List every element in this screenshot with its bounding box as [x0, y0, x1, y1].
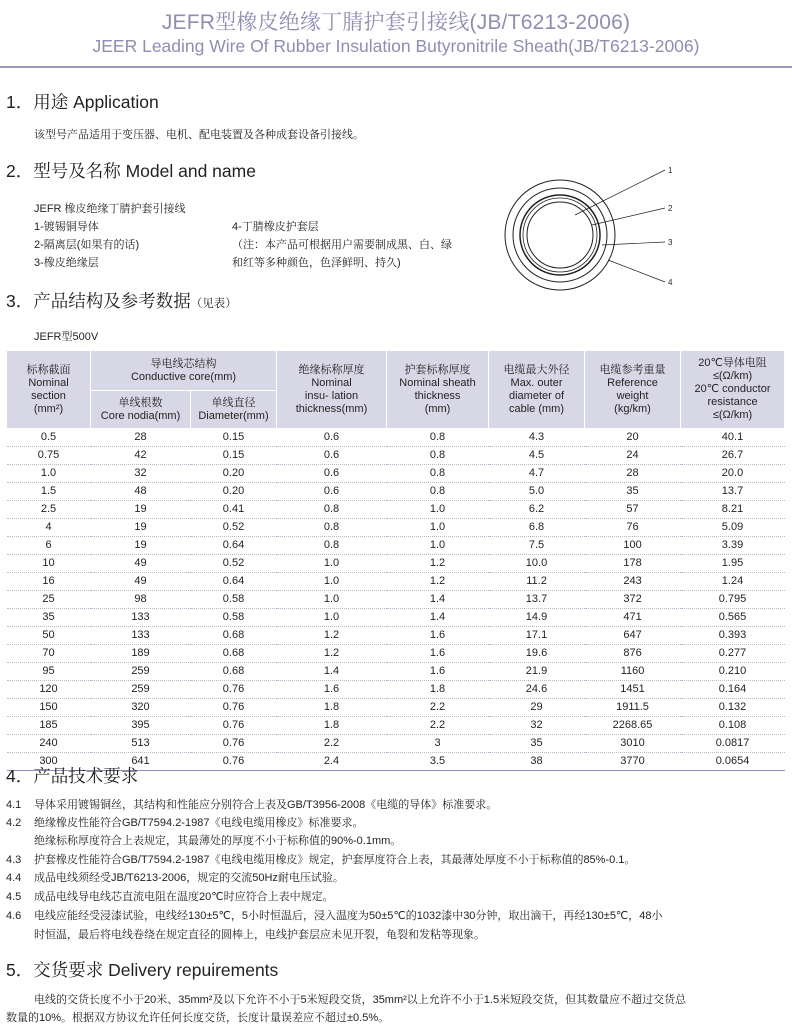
table-cell: 0.52 — [191, 555, 277, 573]
table-cell: 57 — [585, 501, 681, 519]
requirement-text: 时恒温，最后将电线卷绕在规定直径的圆棒上，电线护套层应未见开裂，龟裂和发粘等现象。 — [34, 929, 485, 941]
table-row — [7, 681, 785, 699]
table-cell: 0.68 — [191, 645, 277, 663]
col-header-insulation — [277, 351, 387, 429]
table-cell: 0.164 — [681, 681, 785, 699]
table-cell: 7.5 — [489, 537, 585, 555]
col-header-weight-en1: Reference — [607, 376, 658, 389]
table-cell: 1.0 — [277, 555, 387, 573]
table-cell: 1.2 — [387, 573, 489, 591]
requirement-number: 4.1 — [6, 799, 22, 811]
col-header-resistance — [681, 351, 785, 429]
table-cell: 35 — [7, 609, 91, 627]
requirement-text: 绝缘标称厚度符合上表规定，其最薄处的厚度不小于标称值的90%-0.1mm。 — [34, 835, 402, 847]
cable-cross-section-diagram — [500, 160, 700, 300]
table-cell: 243 — [585, 573, 681, 591]
table-cell: 0.6 — [277, 429, 387, 447]
table-cell: 0.8 — [387, 429, 489, 447]
table-cell: 0.8 — [277, 537, 387, 555]
table-cell: 8.21 — [681, 501, 785, 519]
table-cell: 4 — [7, 519, 91, 537]
table-cell: 178 — [585, 555, 681, 573]
table-cell: 0.0817 — [681, 735, 785, 753]
table-cell: 0.75 — [7, 447, 91, 465]
table-cell: 2.2 — [387, 699, 489, 717]
table-cell: 19 — [91, 519, 191, 537]
table-cell: 2.4 — [277, 753, 387, 771]
table-caption: JEFR型500V — [34, 331, 99, 343]
requirement-number: 4.3 — [6, 854, 22, 866]
table-cell: 17.1 — [489, 627, 585, 645]
table-cell: 1.0 — [277, 573, 387, 591]
table-cell: 29 — [489, 699, 585, 717]
table-cell: 1.8 — [277, 717, 387, 735]
table-cell: 0.393 — [681, 627, 785, 645]
table-cell: 1.0 — [277, 609, 387, 627]
table-cell: 1.0 — [387, 537, 489, 555]
table-cell: 14.9 — [489, 609, 585, 627]
table-cell: 10 — [7, 555, 91, 573]
table-cell: 38 — [489, 753, 585, 771]
table-cell: 185 — [7, 717, 91, 735]
table-cell: 11.2 — [489, 573, 585, 591]
table-cell: 0.52 — [191, 519, 277, 537]
table-cell: 28 — [91, 429, 191, 447]
table-cell: 4.7 — [489, 465, 585, 483]
table-cell: 0.15 — [191, 447, 277, 465]
table-cell: 20.0 — [681, 465, 785, 483]
table-cell: 1.4 — [387, 591, 489, 609]
table-cell: 28 — [585, 465, 681, 483]
col-header-count — [91, 391, 191, 429]
requirement-number: 4.6 — [6, 910, 22, 922]
col-header-ins-en2: insu- lation — [304, 389, 359, 402]
table-row — [7, 609, 785, 627]
table-cell: 20 — [585, 429, 681, 447]
table-cell: 0.64 — [191, 573, 277, 591]
table-cell: 0.0654 — [681, 753, 785, 771]
col-header-dia-en: Diameter(mm) — [198, 409, 269, 422]
table-cell: 513 — [91, 735, 191, 753]
table-cell: 471 — [585, 609, 681, 627]
diagram-label-1: 1 — [668, 166, 673, 175]
table-cell: 372 — [585, 591, 681, 609]
col-header-section-cn: 标称截面 — [26, 363, 71, 376]
section1-text: 该型号产品适用于变压器、电机、配电装置及各种成套设备引接线。 — [34, 129, 364, 141]
table-cell: 0.8 — [387, 447, 489, 465]
requirement-item — [6, 926, 485, 942]
table-cell: 647 — [585, 627, 681, 645]
table-cell: 3770 — [585, 753, 681, 771]
table-cell: 0.565 — [681, 609, 785, 627]
table-cell: 133 — [91, 609, 191, 627]
color-note-line2: 和红等多种颜色，色泽鲜明、持久) — [232, 257, 401, 269]
requirement-text: 成品电线须经受JB/T6213-2006，规定的交流50Hz耐电压试验。 — [34, 872, 344, 884]
table-cell: 35 — [585, 483, 681, 501]
col-header-res-en3: ≤(Ω/km) — [712, 409, 753, 421]
table-cell: 2.2 — [387, 717, 489, 735]
col-header-weight-en3: (kg/km) — [614, 402, 651, 415]
table-cell: 0.58 — [191, 591, 277, 609]
table-cell: 1.6 — [387, 645, 489, 663]
section3-heading-text: 3．产品结构及参考数据 — [6, 291, 191, 311]
table-cell: 4.5 — [489, 447, 585, 465]
requirement-text: 护套橡皮性能符合GB/T7594.2-1987《电线电缆用橡皮》规定，护套厚度符合上表，其最薄处厚度不小于标称值的85%-0.1。 — [34, 854, 636, 866]
spec-table — [6, 350, 785, 771]
table-cell: 1.4 — [387, 609, 489, 627]
section3-heading — [6, 288, 237, 313]
table-cell: 1911.5 — [585, 699, 681, 717]
requirement-text: 成品电线导电线芯直流电阻在温度20℃时应符合上表中规定。 — [34, 891, 334, 903]
table-cell: 95 — [7, 663, 91, 681]
table-cell: 259 — [91, 681, 191, 699]
table-cell: 40.1 — [681, 429, 785, 447]
table-cell: 4.3 — [489, 429, 585, 447]
part-1: 1-镀锡铜导体 — [34, 221, 99, 233]
table-cell: 50 — [7, 627, 91, 645]
table-cell: 3.39 — [681, 537, 785, 555]
table-cell: 0.132 — [681, 699, 785, 717]
conductor-core — [527, 202, 593, 268]
table-cell: 35 — [489, 735, 585, 753]
table-cell: 0.76 — [191, 681, 277, 699]
table-cell: 16 — [7, 573, 91, 591]
table-cell: 3010 — [585, 735, 681, 753]
col-header-ins-en3: thickness(mm) — [295, 402, 368, 415]
color-note-line1: （注：本产品可根据用户需要制成黑、白、绿 — [232, 239, 452, 251]
diagram-label-3: 3 — [668, 238, 673, 247]
table-cell: 0.108 — [681, 717, 785, 735]
table-cell: 0.210 — [681, 663, 785, 681]
table-cell: 395 — [91, 717, 191, 735]
col-header-sheath-en3: (mm) — [424, 402, 451, 415]
table-cell: 1.95 — [681, 555, 785, 573]
spec-table-body — [7, 429, 785, 771]
col-header-core-en: Conductive core(mm) — [130, 370, 237, 383]
table-cell: 150 — [7, 699, 91, 717]
table-cell: 1.0 — [387, 519, 489, 537]
table-cell: 1.8 — [387, 681, 489, 699]
table-cell: 6.8 — [489, 519, 585, 537]
col-header-outer-en2: diameter of — [509, 389, 565, 402]
table-cell: 1.8 — [277, 699, 387, 717]
delivery-text-line1: 电线的交货长度不小于20米、35mm²及以下允许不小于5米短段交货，35mm²以上允许不小于1.5米短段交货，但其数量应不超过交货总 — [34, 994, 687, 1006]
table-row — [7, 447, 785, 465]
col-header-outer-en3: cable (mm) — [509, 402, 565, 415]
table-cell: 21.9 — [489, 663, 585, 681]
table-cell: 26.7 — [681, 447, 785, 465]
table-cell: 0.8 — [387, 465, 489, 483]
table-cell: 2268.65 — [585, 717, 681, 735]
col-header-count-en: Core nodia(mm) — [100, 409, 181, 422]
section2-heading: 2．型号及名称 Model and name — [6, 161, 256, 181]
table-cell: 133 — [91, 627, 191, 645]
table-cell: 1160 — [585, 663, 681, 681]
col-header-res-cn2: ≤(Ω/km) — [712, 370, 753, 382]
table-cell: 0.64 — [191, 537, 277, 555]
table-cell: 13.7 — [489, 591, 585, 609]
col-header-outer-cn: 电缆最大外径 — [503, 363, 570, 376]
table-row — [7, 429, 785, 447]
header-divider — [0, 66, 792, 68]
table-cell: 2.5 — [7, 501, 91, 519]
table-cell: 0.20 — [191, 465, 277, 483]
section1-heading: 1．用途 Application — [6, 92, 159, 112]
table-cell: 70 — [7, 645, 91, 663]
requirement-item — [6, 832, 401, 848]
table-row — [7, 717, 785, 735]
table-row — [7, 501, 785, 519]
table-cell: 24.6 — [489, 681, 585, 699]
diagram-label-4: 4 — [668, 278, 673, 287]
table-cell: 0.6 — [277, 447, 387, 465]
table-cell: 2.2 — [277, 735, 387, 753]
table-cell: 0.68 — [191, 663, 277, 681]
col-header-dia-cn: 单线直径 — [211, 396, 256, 409]
table-cell: 24 — [585, 447, 681, 465]
table-cell: 0.6 — [277, 483, 387, 501]
table-cell: 0.8 — [387, 483, 489, 501]
table-row — [7, 519, 785, 537]
table-cell: 0.20 — [191, 483, 277, 501]
table-cell: 259 — [91, 663, 191, 681]
requirement-item — [6, 851, 635, 867]
diagram-label-2: 2 — [668, 204, 673, 213]
table-cell: 641 — [91, 753, 191, 771]
col-header-res-en2: resistance — [707, 396, 758, 408]
table-cell: 0.41 — [191, 501, 277, 519]
col-header-sheath-en2: thickness — [414, 389, 461, 402]
table-row — [7, 645, 785, 663]
table-cell: 32 — [489, 717, 585, 735]
col-header-outer-diameter — [489, 351, 585, 429]
table-cell: 1.4 — [277, 663, 387, 681]
requirement-text: 导体采用镀锡铜丝，其结构和性能应分别符合上表及GB/T3956-2008《电缆的导体》标准要求。 — [34, 799, 498, 811]
col-header-section-en2: section — [31, 389, 66, 402]
table-cell: 0.8 — [277, 501, 387, 519]
table-cell: 0.76 — [191, 735, 277, 753]
col-header-weight-cn: 电缆参考重量 — [599, 363, 666, 376]
table-cell: 5.0 — [489, 483, 585, 501]
table-cell: 0.8 — [277, 519, 387, 537]
table-cell: 19 — [91, 537, 191, 555]
table-cell: 0.6 — [277, 465, 387, 483]
requirement-item — [6, 869, 344, 885]
table-cell: 0.795 — [681, 591, 785, 609]
table-cell: 25 — [7, 591, 91, 609]
table-cell: 1.0 — [7, 465, 91, 483]
requirement-item — [6, 796, 497, 812]
table-row — [7, 627, 785, 645]
table-cell: 6 — [7, 537, 91, 555]
table-cell: 1.6 — [277, 681, 387, 699]
requirement-text: 绝缘橡皮性能符合GB/T7594.2-1987《电线电缆用橡皮》标准要求。 — [34, 817, 364, 829]
table-cell: 19.6 — [489, 645, 585, 663]
table-cell: 3 — [387, 735, 489, 753]
section4-heading: 4．产品技术要求 — [6, 766, 139, 786]
requirement-number: 4.2 — [6, 817, 22, 829]
table-cell: 1.2 — [277, 645, 387, 663]
col-header-ins-en1: Nominal — [311, 376, 352, 389]
table-row — [7, 465, 785, 483]
part-4: 4-丁腈橡皮护套层 — [232, 221, 319, 233]
table-cell: 300 — [7, 753, 91, 771]
table-cell: 0.76 — [191, 699, 277, 717]
table-cell: 42 — [91, 447, 191, 465]
table-cell: 49 — [91, 573, 191, 591]
table-cell: 1.6 — [387, 627, 489, 645]
table-cell: 48 — [91, 483, 191, 501]
col-header-outer-en1: Max. outer — [510, 376, 563, 389]
requirement-item — [6, 888, 334, 904]
section5-heading: 5．交货要求 Delivery repuirements — [6, 960, 279, 980]
table-row — [7, 663, 785, 681]
table-row — [7, 573, 785, 591]
col-header-sheath — [387, 351, 489, 429]
table-cell: 120 — [7, 681, 91, 699]
table-cell: 1.24 — [681, 573, 785, 591]
page-title-en: JEER Leading Wire Of Rubber Insulation Butyronitrile Sheath(JB/T6213-2006) — [92, 36, 700, 56]
table-cell: 876 — [585, 645, 681, 663]
table-cell: 1.5 — [7, 483, 91, 501]
table-cell: 98 — [91, 591, 191, 609]
part-2: 2-隔离层(如果有的话) — [34, 239, 140, 251]
col-header-core-cn: 导电线芯结构 — [150, 357, 217, 370]
table-cell: 1.0 — [277, 591, 387, 609]
table-cell: 5.09 — [681, 519, 785, 537]
table-cell: 19 — [91, 501, 191, 519]
col-header-weight — [585, 351, 681, 429]
table-row — [7, 591, 785, 609]
col-header-diameter — [191, 391, 277, 429]
col-header-section-en1: Nominal — [28, 376, 69, 389]
col-header-ins-cn: 绝缘标称厚度 — [298, 363, 365, 376]
table-cell: 10.0 — [489, 555, 585, 573]
table-cell: 240 — [7, 735, 91, 753]
col-header-core — [91, 351, 277, 391]
table-row — [7, 555, 785, 573]
requirement-number: 4.4 — [6, 872, 22, 884]
section3-heading-suffix: （见表） — [190, 298, 237, 310]
table-row — [7, 537, 785, 555]
table-cell: 320 — [91, 699, 191, 717]
requirement-text: 电线应能经受浸漆试验，电线经130±5℃，5小时恒温后，浸入温度为50±5℃的1032漆中30分钟，取出滴干，再经130±5℃，48小 — [34, 910, 663, 922]
requirement-number: 4.5 — [6, 891, 22, 903]
table-cell: 100 — [585, 537, 681, 555]
table-cell: 49 — [91, 555, 191, 573]
table-cell: 1.0 — [387, 501, 489, 519]
table-cell: 32 — [91, 465, 191, 483]
col-header-weight-en2: weight — [616, 389, 649, 402]
table-cell: 13.7 — [681, 483, 785, 501]
table-cell: 1.2 — [387, 555, 489, 573]
table-row — [7, 699, 785, 717]
col-header-section — [7, 351, 91, 429]
table-row — [7, 735, 785, 753]
col-header-sheath-cn: 护套标称厚度 — [404, 363, 471, 376]
delivery-text-line2: 数量的10%。根据双方协议允许任何长度交货，长度计量误差应不超过±0.5%。 — [6, 1012, 390, 1024]
table-cell: 0.5 — [7, 429, 91, 447]
table-cell: 0.76 — [191, 753, 277, 771]
page-title-cn: JEFR型橡皮绝缘丁腈护套引接线(JB/T6213-2006) — [161, 11, 631, 34]
requirement-item — [6, 814, 363, 830]
table-row — [7, 483, 785, 501]
table-cell: 0.68 — [191, 627, 277, 645]
table-cell: 0.15 — [191, 429, 277, 447]
table-cell: 1.6 — [387, 663, 489, 681]
col-header-res-en1: 20℃ conductor — [694, 383, 771, 395]
requirement-item — [6, 907, 663, 923]
part-3: 3-橡皮绝缘层 — [34, 257, 99, 269]
leader-line-4 — [608, 260, 665, 282]
table-cell: 0.58 — [191, 609, 277, 627]
table-cell: 76 — [585, 519, 681, 537]
table-cell: 189 — [91, 645, 191, 663]
table-cell: 1451 — [585, 681, 681, 699]
model-name: JEFR 橡皮绝缘丁腈护套引接线 — [34, 203, 186, 215]
col-header-res-cn1: 20℃导体电阻 — [698, 357, 767, 369]
table-cell: 6.2 — [489, 501, 585, 519]
col-header-section-unit: (mm²) — [33, 402, 64, 415]
table-cell: 0.277 — [681, 645, 785, 663]
table-cell: 3.5 — [387, 753, 489, 771]
table-cell: 0.76 — [191, 717, 277, 735]
table-cell: 1.2 — [277, 627, 387, 645]
col-header-count-cn: 单线根数 — [118, 396, 163, 409]
col-header-sheath-en1: Nominal sheath — [399, 376, 476, 389]
